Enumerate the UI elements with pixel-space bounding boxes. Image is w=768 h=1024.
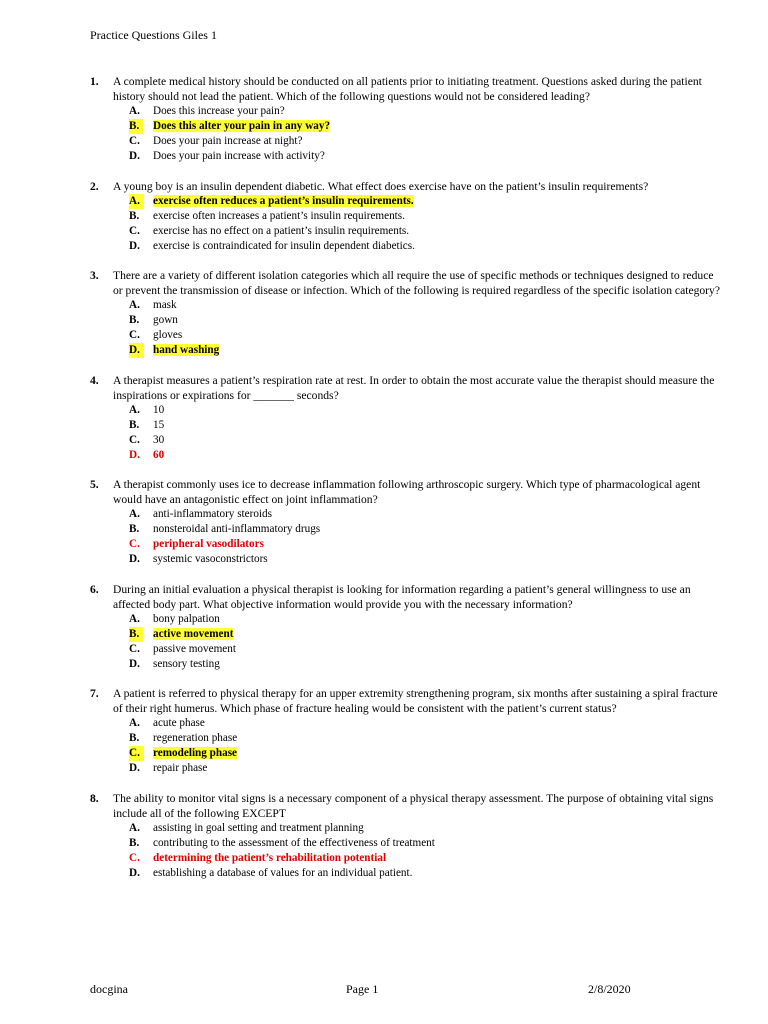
option-text: 30: [153, 433, 165, 446]
question-number: 2.: [90, 179, 99, 193]
option-letter: D.: [129, 343, 144, 358]
option-c: [113, 642, 720, 657]
question-text: A young boy is an insulin dependent diabetic. What effect does exercise have on the patient’s insulin requirements?: [113, 179, 649, 193]
footer-page-number: Page 1: [346, 982, 379, 996]
option-letter: D.: [129, 150, 140, 162]
option-letter: A.: [129, 821, 140, 834]
question-text: There are a variety of different isolation categories which all require the use of specific methods or techniques designed to reduce or prevent the transmission of disease or infection. Which of the following is required regardless of the specific isolation category?: [113, 269, 720, 297]
option-list: [113, 194, 720, 254]
option-letter: C.: [129, 433, 140, 446]
option-letter: B.: [129, 732, 140, 744]
option-letter: B.: [129, 418, 140, 431]
option-a: [113, 403, 720, 418]
option-c-red-answer: [113, 851, 720, 866]
option-text: remodeling phase: [153, 747, 238, 759]
option-d: [113, 239, 720, 254]
option-text: assisting in goal setting and treatment planning: [153, 821, 364, 834]
option-text: active movement: [153, 627, 234, 640]
option-b-highlighted-answer: [113, 627, 720, 642]
option-b: [113, 836, 720, 851]
option-list: [113, 716, 720, 776]
question-3: [90, 268, 720, 358]
option-letter: B.: [129, 836, 140, 849]
question-text: The ability to monitor vital signs is a necessary component of a physical therapy assessment. The purpose of obtaining vital signs include all of the following EXCEPT: [113, 791, 714, 820]
option-b: [113, 522, 720, 537]
option-letter: C.: [129, 224, 140, 237]
option-letter: A.: [129, 299, 140, 311]
question-number: 5.: [90, 478, 99, 491]
option-a-highlighted-answer: [113, 194, 720, 209]
option-b: [113, 731, 720, 746]
option-c-red-answer: [113, 537, 720, 552]
option-a: [113, 507, 720, 522]
question-8: [90, 791, 720, 881]
option-letter: C.: [129, 538, 140, 550]
option-b: [113, 418, 720, 433]
option-list: [113, 104, 720, 164]
option-a: [113, 716, 720, 731]
option-text: 60: [153, 448, 165, 461]
option-letter: A.: [129, 612, 140, 625]
option-c: [113, 134, 720, 149]
option-text: acute phase: [153, 717, 205, 729]
option-text: determining the patient’s rehabilitation potential: [153, 851, 387, 864]
question-number: 7.: [90, 687, 99, 700]
question-text: A therapist measures a patient’s respiration rate at rest. In order to obtain the most accurate value the therapist should measure the inspirations or expirations for _______ seconds?: [113, 373, 715, 402]
option-text: 15: [153, 418, 165, 431]
option-text: repair phase: [153, 762, 208, 774]
option-text: exercise has no effect on a patient’s insulin requirements.: [153, 224, 410, 237]
option-list: [113, 298, 720, 358]
option-letter: A.: [129, 717, 140, 729]
option-d: [113, 657, 720, 672]
question-1: [90, 74, 720, 164]
option-text: hand washing: [153, 344, 220, 356]
question-number: 8.: [90, 791, 99, 805]
question-list: [90, 74, 720, 895]
option-text: systemic vasoconstrictors: [153, 553, 268, 565]
option-text: contributing to the assessment of the effectiveness of treatment: [153, 836, 435, 849]
option-letter: B.: [129, 209, 140, 222]
option-letter: D.: [129, 239, 140, 252]
option-c-highlighted-answer: [113, 746, 720, 761]
option-text: peripheral vasodilators: [153, 538, 264, 550]
option-letter: A.: [129, 105, 140, 117]
option-letter: D.: [129, 553, 140, 565]
option-list: [113, 821, 720, 881]
question-number: 6.: [90, 582, 99, 596]
page-header-title: Practice Questions Giles 1: [90, 28, 217, 42]
option-list: [113, 403, 720, 463]
question-number: 3.: [90, 269, 99, 282]
option-list: [113, 507, 720, 567]
option-text: regeneration phase: [153, 732, 238, 744]
option-letter: C.: [129, 746, 144, 761]
option-text: Does this alter your pain in any way?: [153, 120, 331, 132]
option-letter: D.: [129, 448, 140, 461]
question-number: 4.: [90, 373, 99, 387]
option-letter: C.: [129, 135, 140, 147]
question-6: [90, 582, 720, 672]
question-4: [90, 373, 720, 463]
option-c: [113, 224, 720, 239]
option-d: [113, 149, 720, 164]
option-letter: B.: [129, 119, 143, 134]
option-text: anti-inflammatory steroids: [153, 508, 272, 520]
option-letter: A.: [129, 508, 140, 520]
option-text: establishing a database of values for an individual patient.: [153, 866, 413, 879]
option-text: 10: [153, 403, 165, 416]
option-letter: B.: [129, 523, 140, 535]
option-c: [113, 433, 720, 448]
option-text: gown: [153, 314, 178, 326]
option-letter: D.: [129, 866, 140, 879]
question-7: [90, 686, 720, 776]
option-letter: B.: [129, 627, 143, 642]
question-5: [90, 477, 720, 567]
option-d: [113, 552, 720, 567]
option-text: nonsteroidal anti-inflammatory drugs: [153, 523, 321, 535]
option-text: sensory testing: [153, 657, 220, 670]
option-d-red-answer: [113, 448, 720, 463]
option-text: bony palpation: [153, 612, 220, 625]
option-letter: B.: [129, 314, 140, 326]
footer-author: docgina: [90, 982, 128, 996]
option-list: [113, 612, 720, 672]
footer-date: 2/8/2020: [588, 982, 631, 996]
question-text: A patient is referred to physical therapy for an upper extremity strengthening program, six months after sustaining a spiral fracture of their right humerus. Which phase of fracture healing would be consistent with the patient’s current status?: [113, 687, 718, 715]
question-text: A therapist commonly uses ice to decrease inflammation following arthroscopic surgery. Which type of pharmacological agent would have an antagonistic effect on joint inflammation?: [113, 478, 701, 506]
option-text: exercise often reduces a patient’s insulin requirements.: [153, 194, 414, 207]
option-text: exercise is contraindicated for insulin dependent diabetics.: [153, 239, 415, 252]
option-d-highlighted-answer: [113, 343, 720, 358]
option-b: [113, 313, 720, 328]
option-letter: D.: [129, 657, 140, 670]
option-b-highlighted-answer: [113, 119, 720, 134]
option-text: Does this increase your pain?: [153, 105, 285, 117]
option-text: passive movement: [153, 642, 236, 655]
option-a: [113, 612, 720, 627]
option-a: [113, 104, 720, 119]
question-text: A complete medical history should be conducted on all patients prior to initiating treatment. Questions asked during the patient history should not lead the patient. Which of the following questions would not be considered leading?: [113, 75, 702, 103]
option-text: Does your pain increase with activity?: [153, 150, 325, 162]
question-text: During an initial evaluation a physical therapist is looking for information regarding a patient’s general willingness to use an affected body part. What objective information would provide you with the necessary information?: [113, 582, 691, 611]
option-text: gloves: [153, 329, 183, 341]
option-text: exercise often increases a patient’s insulin requirements.: [153, 209, 405, 222]
option-a: [113, 298, 720, 313]
option-d: [113, 761, 720, 776]
option-b: [113, 209, 720, 224]
option-d: [113, 866, 720, 881]
option-text: Does your pain increase at night?: [153, 135, 303, 147]
option-letter: C.: [129, 642, 140, 655]
option-letter: D.: [129, 762, 140, 774]
option-letter: A.: [129, 403, 140, 416]
option-text: mask: [153, 299, 177, 311]
question-number: 1.: [90, 75, 99, 88]
question-2: [90, 179, 720, 254]
option-letter: C.: [129, 329, 140, 341]
option-letter: C.: [129, 851, 140, 864]
option-letter: A.: [129, 194, 144, 209]
option-c: [113, 328, 720, 343]
option-a: [113, 821, 720, 836]
